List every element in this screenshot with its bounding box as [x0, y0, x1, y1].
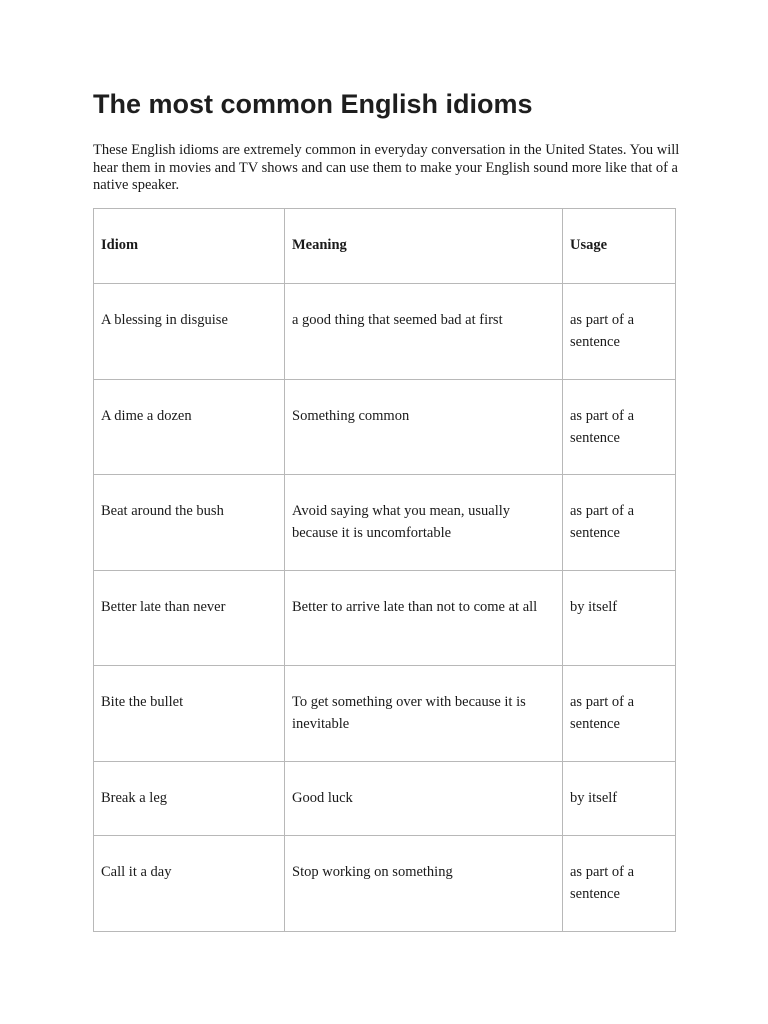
usage-cell: by itself	[563, 761, 676, 835]
meaning-cell: a good thing that seemed bad at first	[285, 284, 563, 380]
column-header-usage: Usage	[563, 209, 676, 284]
column-header-idiom: Idiom	[94, 209, 285, 284]
meaning-cell: To get something over with because it is inevitable	[285, 666, 563, 762]
table-row	[94, 570, 676, 666]
meaning-cell: Something common	[285, 379, 563, 475]
usage-cell: as part of a sentence	[563, 835, 676, 931]
idiom-cell: Call it a day	[94, 835, 285, 931]
page-title: The most common English idioms	[93, 89, 533, 119]
table-row	[94, 835, 676, 931]
usage-cell: by itself	[563, 570, 676, 666]
idiom-cell: Better late than never	[94, 570, 285, 666]
meaning-cell: Avoid saying what you mean, usually because it is uncomfortable	[285, 475, 563, 571]
usage-cell: as part of a sentence	[563, 284, 676, 380]
table-row	[94, 284, 676, 380]
meaning-cell: Good luck	[285, 761, 563, 835]
meaning-cell: Stop working on something	[285, 835, 563, 931]
table-row	[94, 475, 676, 571]
idioms-table	[93, 208, 676, 932]
idiom-cell: Beat around the bush	[94, 475, 285, 571]
intro-paragraph: These English idioms are extremely common in everyday conversation in the United States. You will hear them in movies and TV shows and can use them to make your English sound more like that of a native speaker.	[93, 142, 680, 194]
table-header-row	[94, 209, 676, 284]
table-row	[94, 761, 676, 835]
idiom-cell: A dime a dozen	[94, 379, 285, 475]
column-header-meaning: Meaning	[285, 209, 563, 284]
usage-cell: as part of a sentence	[563, 666, 676, 762]
usage-cell: as part of a sentence	[563, 379, 676, 475]
usage-cell: as part of a sentence	[563, 475, 676, 571]
meaning-cell: Better to arrive late than not to come at all	[285, 570, 563, 666]
idiom-cell: Bite the bullet	[94, 666, 285, 762]
table-row	[94, 666, 676, 762]
idiom-cell: Break a leg	[94, 761, 285, 835]
table-row	[94, 379, 676, 475]
idiom-cell: A blessing in disguise	[94, 284, 285, 380]
